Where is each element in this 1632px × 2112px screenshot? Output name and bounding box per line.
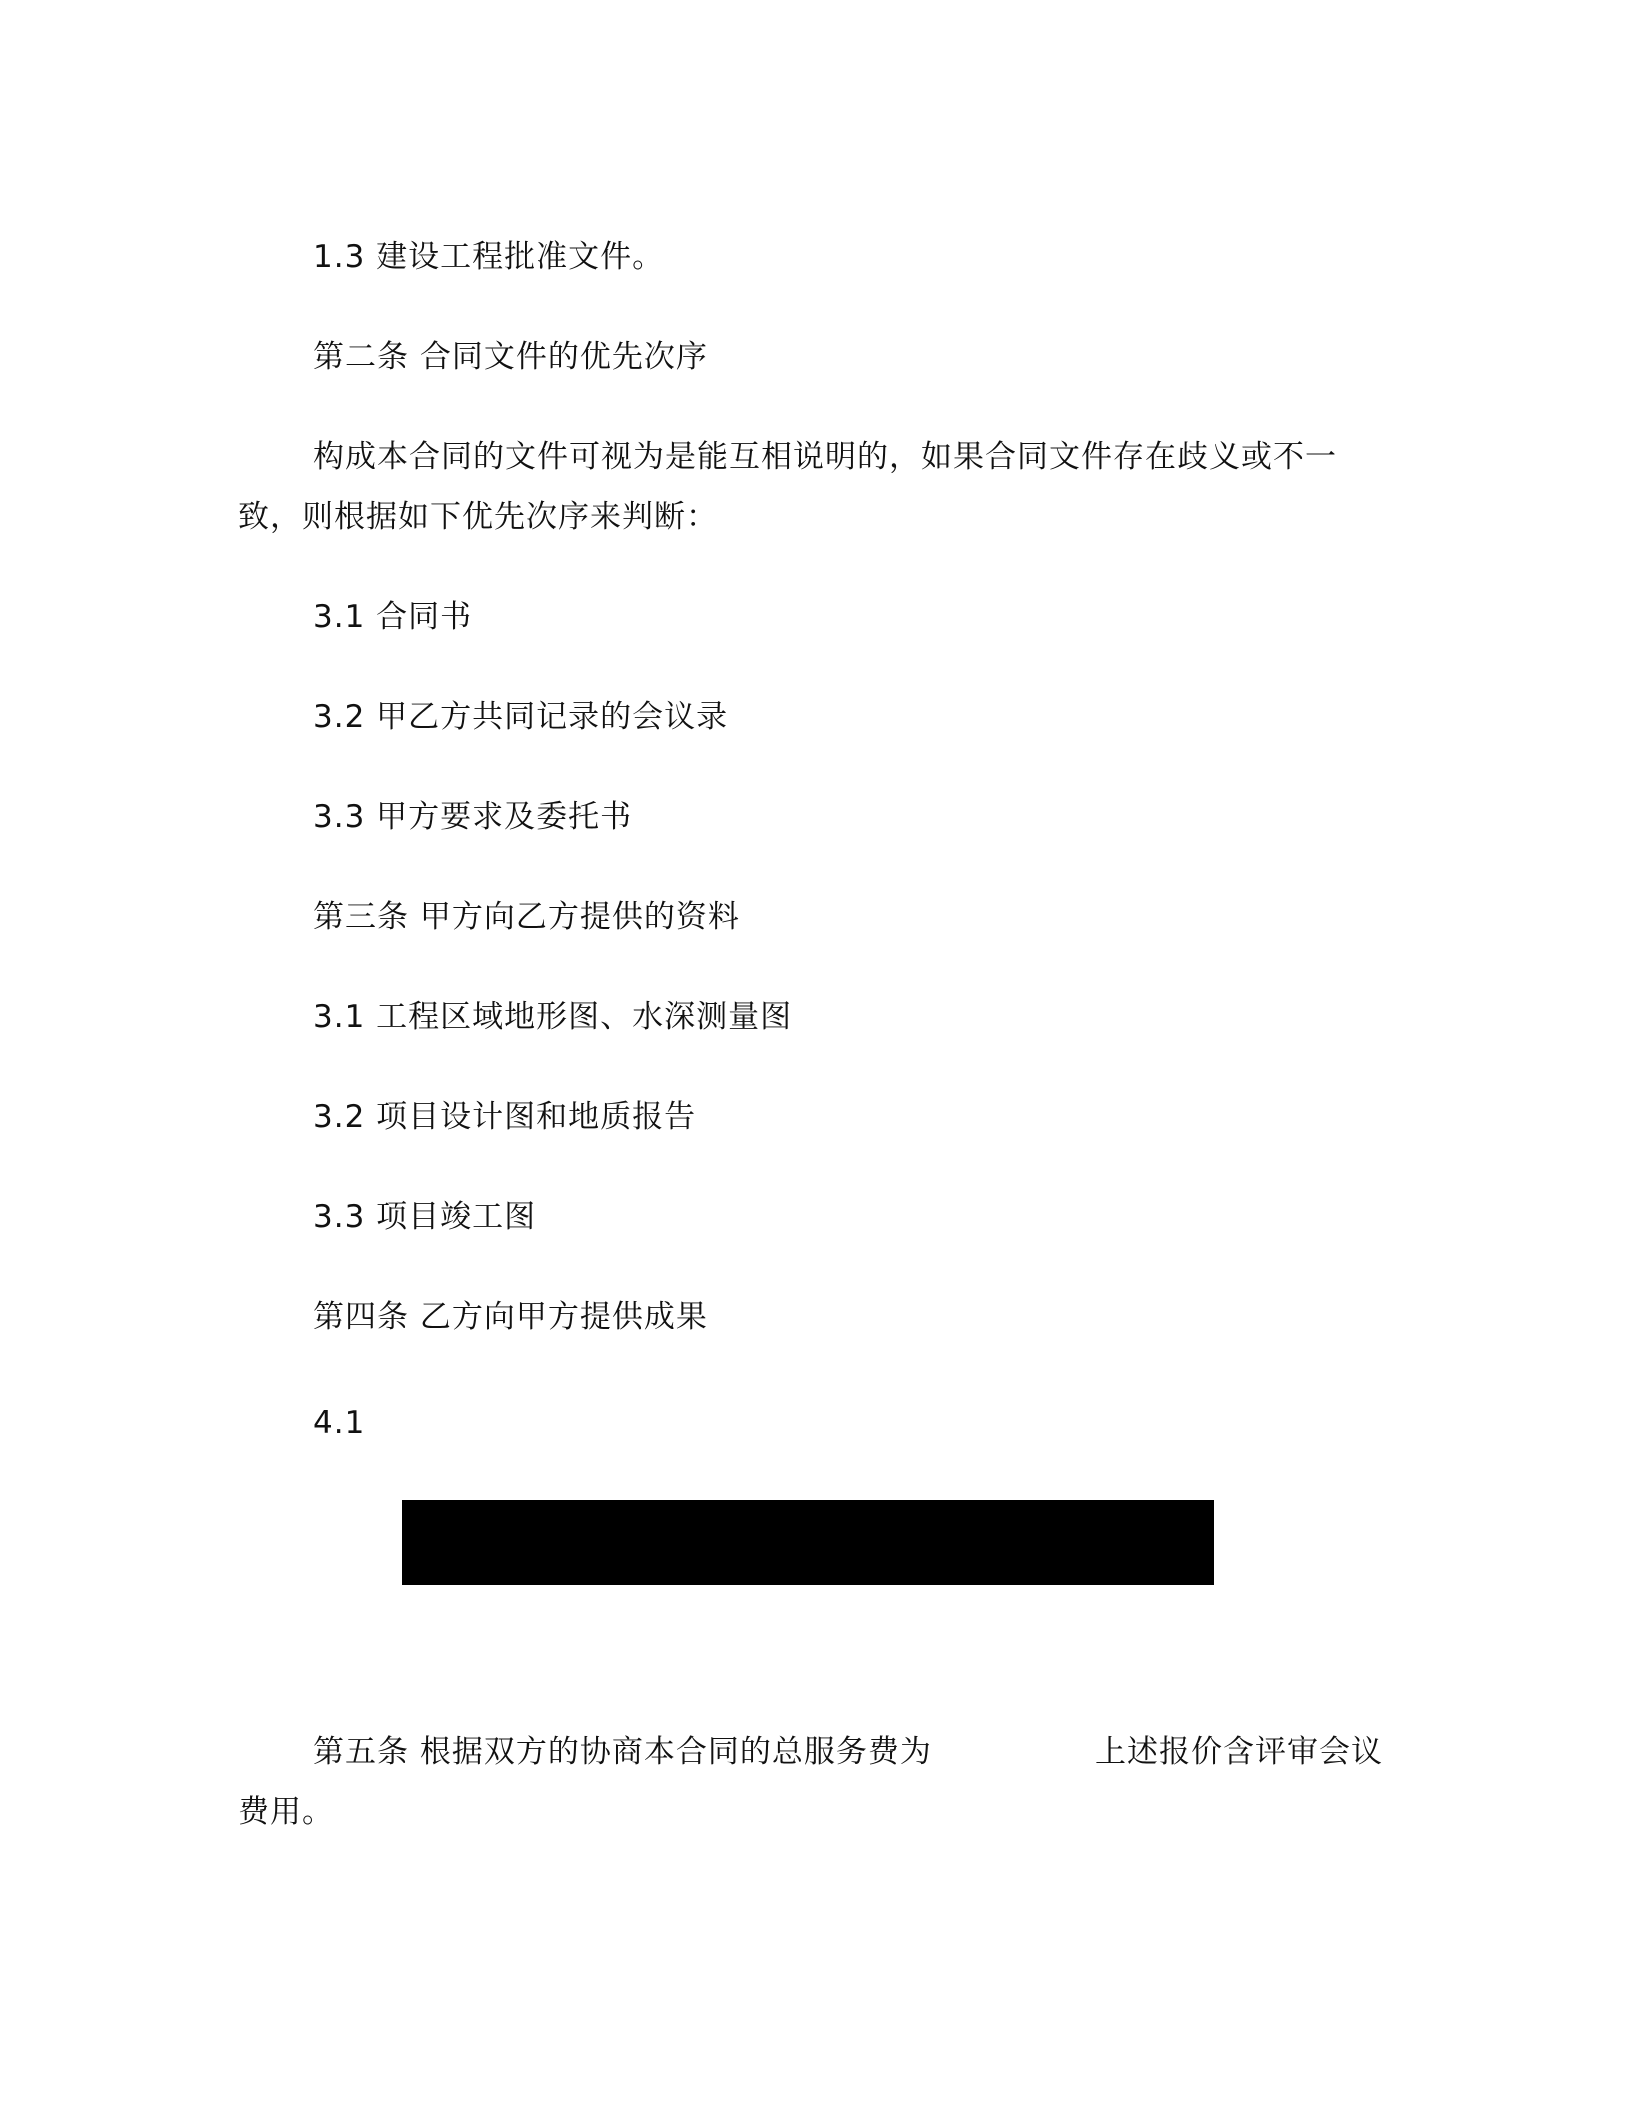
material-item-3-2: 3.2 项目设计图和地质报告 [313,1099,697,1135]
article-4-heading: 第四条 乙方向甲方提供成果 [313,1299,708,1335]
article-2-heading: 第二条 合同文件的优先次序 [313,339,708,375]
material-item-3-1: 3.1 工程区域地形图、水深测量图 [313,999,793,1035]
article-3-heading: 第三条 甲方向乙方提供的资料 [313,899,740,935]
item-1-3: 1.3 建设工程批准文件。 [313,239,665,275]
article-2-paragraph-line-1: 构成本合同的文件可视为是能互相说明的，如果合同文件存在歧义或不一 [313,439,1337,475]
priority-item-3-2: 3.2 甲乙方共同记录的会议录 [313,699,729,735]
redaction-block [402,1500,1214,1585]
priority-item-3-3: 3.3 甲方要求及委托书 [313,799,633,835]
article-5-continuation: 费用。 [238,1794,334,1830]
material-item-3-3: 3.3 项目竣工图 [313,1199,537,1235]
article-5-right-text: 上述报价含评审会议 [1095,1734,1383,1770]
priority-item-3-1: 3.1 合同书 [313,599,473,635]
article-5-left-text: 第五条 根据双方的协商本合同的总服务费为 [313,1734,932,1770]
article-2-paragraph-line-2: 致，则根据如下优先次序来判断： [238,499,718,535]
deliverable-item-4-1: 4.1 [313,1405,366,1441]
